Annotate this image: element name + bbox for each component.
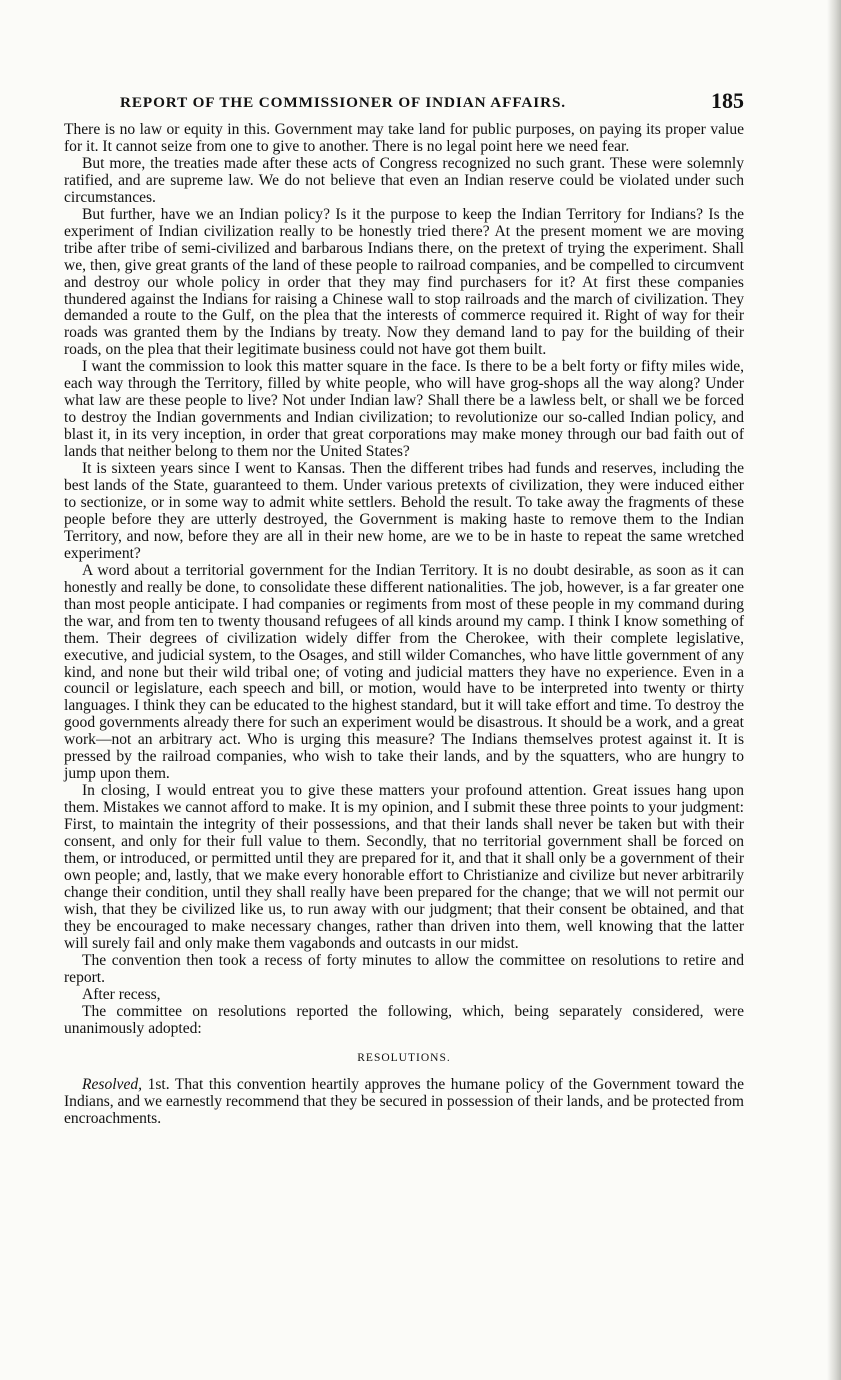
paragraph: The committee on resolutions reported the following, which, being separately considered, were unanimously adopted:: [64, 1002, 744, 1037]
page-header: [64, 86, 744, 122]
page-number: 185: [711, 88, 744, 113]
resolved-label: Resolved,: [82, 1076, 143, 1094]
resolution-text: 1st. That this convention heartily approves the humane policy of the Government toward the Indians, and we earnestly recommend that they be secured in possession of their lands, and be protected from encroachments.: [64, 1076, 744, 1128]
paragraph: The convention then took a recess of forty minutes to allow the committee on resolutions to retire and report.: [64, 951, 744, 986]
page-edge-shadow: [827, 0, 841, 1380]
paragraph: In closing, I would entreat you to give these matters your profound attention. Great issues hang upon them. Mistakes we cannot afford to make. It is my opinion, and I submit these three points to your judgment: First, to maintain the integrity of their possessions, and that their lands shall never be taken but with their consent, and only for their full value to them. Secondly, that no territorial government shall be forced on them, or introduced, or permitted until they are prepared for it, and that it shall only be a government of their own people; and, lastly, that we make every honorable effort to Christianize and civilize but never arbitrarily change their condition, until they shall really have been prepared for the change; that we will not permit our wish, that they be civilized like us, to run away with our judgment; that their consent be obtained, and that they be encouraged to make necessary changes, rather than driven into them, well knowing that the latter will surely fail and only make them vagabonds and outcasts in our midst.: [64, 782, 744, 952]
paragraph: But further, have we an Indian policy? Is it the purpose to keep the Indian Territory for Indians? Is the experiment of Indian civilization really to be honestly tried there? At the present moment we are moving tribe after tribe of semi-civilized and barbarous Indians there, on the pretext of trying the experiment. Shall we, then, give great grants of the land of these people to railroad companies, and be compelled to circumvent and destroy our whole policy in order that they may find purchasers for it? At first these companies thundered against the Indians for raising a Chinese wall to stop railroads and the march of civilization. They demanded a route to the Gulf, on the plea that the interests of commerce required it. Right of way for their roads was granted them by the Indians by treaty. Now they demand land to pay for the building of their roads, on the plea that their legitimate business could not have got them built.: [64, 205, 744, 359]
paragraph: There is no law or equity in this. Government may take land for public purposes, on paying its proper value for it. It cannot seize from one to give to another. There is no legal point here we need fear.: [64, 121, 744, 155]
paragraph: I want the commission to look this matter square in the face. Is there to be a belt forty or fifty miles wide, each way through the Territory, filled by white people, who will have grog-shops all the way along? Under what law are these people to live? Not under Indian law? Shall there be a lawless belt, or shall we be forced to destroy the Indian governments and Indian civilization; to revolutionize our so-called Indian policy, and blast it, in its very inception, in order that great corporations may make money through our bad faith out of lands that neither belong to them nor the United States?: [64, 358, 744, 461]
paragraph: But more, the treaties made after these acts of Congress recognized no such grant. These were solemnly ratified, and are supreme law. We do not believe that even an Indian reserve could be violated under such circumstances.: [64, 154, 744, 206]
paragraph: After recess,: [82, 985, 161, 1003]
document-page: [64, 86, 744, 1128]
resolution-item: [64, 1077, 744, 1128]
paragraph: A word about a territorial government for the Indian Territory. It is no doubt desirable, as soon as it can honestly and really be done, to consolidate these different nationalities. The job, however, is a far greater one than most people anticipate. I had companies or regiments from most of these people in my command during the war, and from ten to twenty thousand refugees of all kinds around my camp. I think I know something of them. Their degrees of civilization widely differ from the Cherokee, with their complete legislative, executive, and judicial system, to the Osages, and still wilder Comanches, who have little government of any kind, and none but their wild tribal one; of voting and judicial matters they have no experience. Even in a council or legislature, each speech and bill, or motion, would have to be interpreted into twenty or thirty languages. I think they can be educated to the highest standard, but it will take effort and time. To destroy the good governments already there for such an experiment would be disastrous. It should be a work, and a great work—not an arbitrary act. Who is urging this measure? The Indians themselves protest against it. It is pressed by the railroad companies, who wish to take their lands, and by the squatters, who are hungry to jump upon them.: [64, 561, 744, 783]
running-head: REPORT OF THE COMMISSIONER OF INDIAN AFFAIRS.: [120, 94, 566, 111]
body-text: [64, 122, 744, 1128]
resolutions-heading: RESOLUTIONS.: [357, 1052, 451, 1065]
paragraph: It is sixteen years since I went to Kansas. Then the different tribes had funds and reserves, including the best lands of the State, guaranteed to them. Under various pretexts of civilization, they were induced either to sectionize, or in some way to admit white settlers. Behold the result. To take away the fragments of these people before they are utterly destroyed, the Government is making haste to remove them to the Indian Territory, and now, before they are all in their new home, are we to be in haste to repeat the same wretched experiment?: [64, 460, 744, 562]
